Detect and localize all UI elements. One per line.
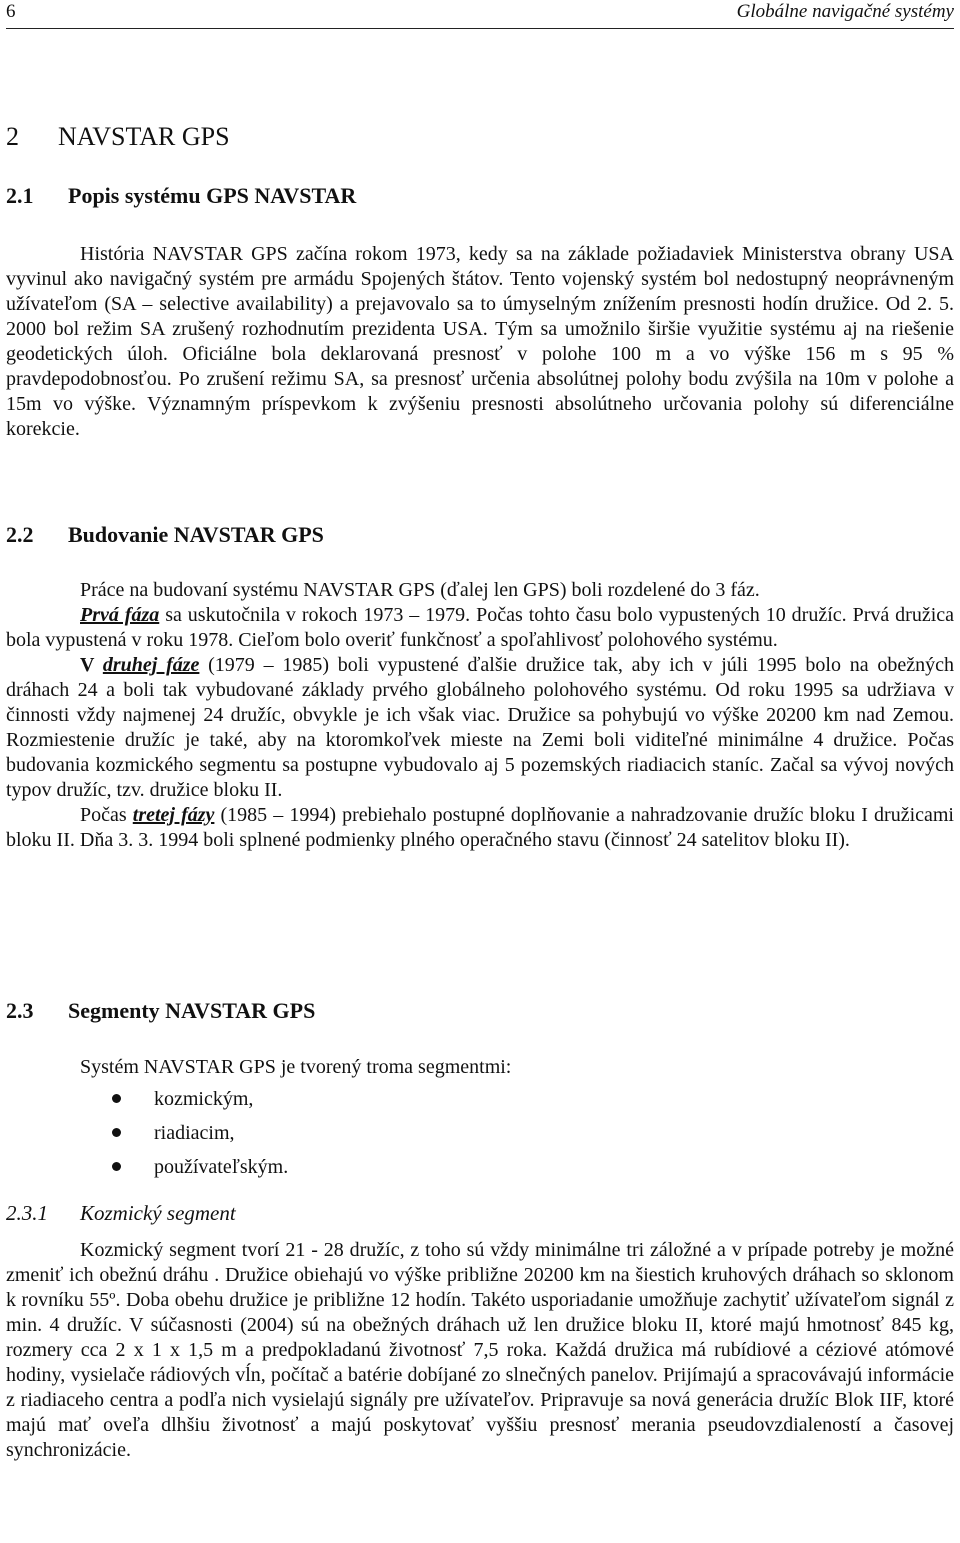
paragraph-intro: Práce na budovaní systému NAVSTAR GPS (ďalej len GPS) boli rozdelené do 3 fáz. [80, 579, 760, 601]
bullet-icon [112, 1128, 121, 1137]
paragraph-phase-1: Prvá fáza sa uskutočnila v rokoch 1973 – 1979. Počas tohto času bolo vypustených 10 družíc. Prvá družica bola vypustená v roku 1978. Cieľom bolo overiť funkčnosť a spoľahlivosť polohového systému. [6, 604, 955, 651]
section-2-3-1-body [6, 1238, 954, 1463]
section-number: 2.3.1 [6, 1201, 48, 1225]
paragraph-phase-3: Počas tretej fázy (1985 – 1994) prebiehalo postupné doplňovanie a nahradzovanie družíc bloku I družicami bloku II. Dňa 3. 3. 1994 boli splnené podmienky plného operačného stavu (činnosť 24 satelitov bloku II). [6, 804, 954, 851]
chapter-number: 2 [6, 122, 19, 151]
section-2-2-body [6, 578, 954, 853]
phase-2-label: druhej fáze [102, 654, 200, 676]
section-number: 2.3 [6, 998, 34, 1023]
list-item: kozmickým, [110, 1082, 710, 1116]
segments-list [110, 1082, 710, 1184]
section-2-3-heading [6, 997, 954, 1025]
phase-1-label: Prvá fáza [80, 604, 160, 626]
phase-3-label: tretej fázy [132, 804, 215, 826]
chapter-heading [6, 120, 954, 154]
section-title: Kozmický segment [80, 1201, 236, 1225]
section-2-3-1-heading [6, 1199, 954, 1227]
section-number: 2.1 [6, 183, 34, 208]
list-item: riadiacim, [110, 1116, 710, 1150]
page-number: 6 [6, 1, 16, 22]
section-2-1-heading [6, 182, 954, 210]
paragraph: História NAVSTAR GPS začína rokom 1973, kedy sa na základe požiadaviek Ministerstva obrany USA vyvinul ako navigačný systém pre armádu Spojených štátov. Tento vojenský systém bol nedostupný neoprávneným užívateľom (SA – selective availability) a prejavovalo sa to úmyselným znížením presnosti hodín družice. Od 2. 5. 2000 bol režim SA zrušený rozhodnutím prezidenta USA. Tým sa umožnilo širšie využitie systému aj na riešenie geodetických úloh. Oficiálne bola deklarovaná presnosť v polohe 100 m a vo výške 156 m s 95 % pravdepodobnosťou. Po zrušení režimu SA, sa presnosť určenia absolútnej polohy bodu zvýšila na 10m v polohe a 15m vo výške. Významným príspevkom k zvýšeniu presnosti absolútneho určovania polohy sú diferenciálne korekcie. [6, 243, 954, 440]
bullet-icon [112, 1094, 121, 1103]
running-title: Globálne navigačné systémy [736, 1, 954, 22]
paragraph-phase-2: V druhej fáze (1979 – 1985) boli vypustené ďalšie družice tak, aby ich v júli 1995 bolo na obežných dráhach 24 a boli tak vybudované základy prvého globálneho polohového systému. Od roku 1995 sa udržiava v činnosti vždy najmenej 24 družíc, obvykle je ich však viac. Družice sa pohybujú vo výške 20200 km nad Zemou. Rozmiestenie družíc je také, aby na ktoromkoľvek mieste na Zemi boli viditeľné minimálne 4 družice. Počas budovania kozmického segmentu sa postupne vybudovalo aj 5 pozemských riadiacich staníc. Začal sa vývoj nových typov družíc, tzv. družice bloku II. [6, 654, 954, 801]
paragraph: Kozmický segment tvorí 21 - 28 družíc, z toho sú vždy minimálne tri záložné a v prípade potreby je možné zmeniť ich obežnú dráhu . Družice obiehajú vo výške približne 20200 km na šiestich kruhových dráhach so sklonom k rovníku 55º. Doba obehu družice je približne 12 hodín. Takéto usporiadanie umožňuje zachytiť užívateľom signál z min. 4 družíc. V súčasnosti (2004) sú na obežných dráhach už len družice bloku II, ktoré majú hmotnosť 845 kg, rozmery cca 2 x 1 x 1,5 m a predpokladanú životnosť 7,5 roka. Každá družica má rubídiové a céziové atómové hodiny, vysielače rádiových vĺn, počítač a batérie dobíjané zo slnečných panelov. Prijímajú a spracovávajú informácie z riadiaceho centra a podľa nich vysielajú signály pre užívateľov. Pripravuje sa nová generácia družíc Blok IIF, ktoré majú mať oveľa dlhšiu životnosť a majú poskytovať vyššiu presnosť merania pseudovzdialeností a časovej synchronizácie. [6, 1239, 954, 1461]
section-2-1-body [6, 242, 954, 442]
section-title: Budovanie NAVSTAR GPS [68, 522, 324, 547]
section-number: 2.2 [6, 522, 34, 547]
section-title: Popis systému GPS NAVSTAR [68, 183, 357, 208]
section-title: Segmenty NAVSTAR GPS [68, 998, 316, 1023]
running-header [6, 0, 954, 29]
section-2-3-intro: Systém NAVSTAR GPS je tvorený troma segmentmi: [80, 1056, 512, 1078]
section-2-2-heading [6, 521, 954, 549]
bullet-icon [112, 1162, 121, 1171]
list-item: používateľským. [110, 1150, 710, 1184]
chapter-title: NAVSTAR GPS [58, 122, 230, 151]
